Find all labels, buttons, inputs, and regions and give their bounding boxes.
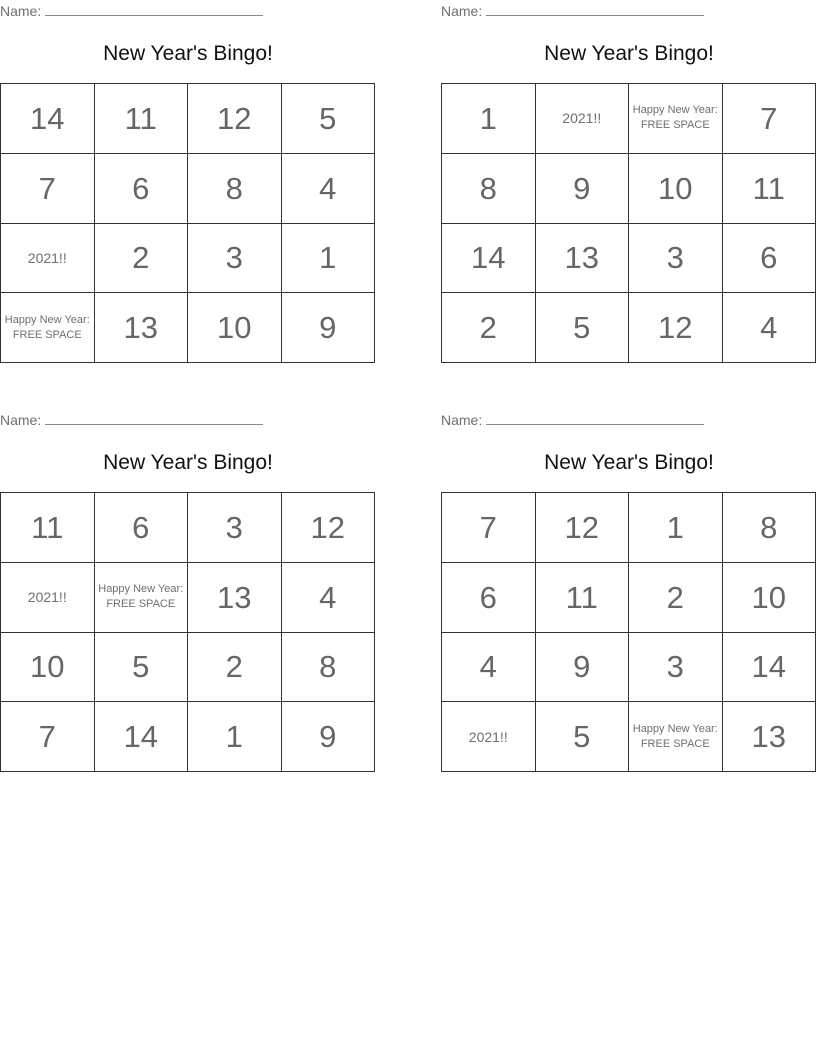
bingo-cell[interactable]: 10 — [1, 633, 95, 703]
bingo-cell[interactable]: 1 — [282, 224, 376, 294]
bingo-cell[interactable]: 12 — [282, 493, 376, 563]
card-title: New Year's Bingo! — [103, 42, 273, 65]
bingo-cell[interactable]: 3 — [188, 493, 282, 563]
bingo-grid — [441, 83, 816, 363]
bingo-cell[interactable]: 2 — [188, 633, 282, 703]
bingo-cell[interactable]: 1 — [188, 702, 282, 772]
bingo-cell[interactable]: 13 — [188, 563, 282, 633]
bingo-cell[interactable]: 3 — [629, 224, 723, 294]
bingo-cell[interactable]: 12 — [536, 493, 630, 563]
free-space-line2: FREE SPACE — [640, 119, 710, 132]
bingo-cell[interactable]: 4 — [723, 293, 816, 363]
name-field[interactable] — [0, 2, 263, 20]
bingo-cell[interactable]: 5 — [536, 702, 630, 772]
bingo-cell[interactable]: 7 — [1, 702, 95, 772]
name-label: Name: — [0, 412, 42, 428]
bingo-cell[interactable]: 2021!! — [442, 702, 536, 772]
name-underline[interactable] — [45, 412, 263, 425]
bingo-cell[interactable]: 10 — [723, 563, 816, 633]
bingo-cell[interactable]: 6 — [95, 493, 189, 563]
bingo-cell[interactable]: 4 — [442, 633, 536, 703]
free-space-line2: FREE SPACE — [12, 328, 82, 341]
bingo-grid — [0, 83, 375, 363]
name-underline[interactable] — [486, 3, 704, 16]
bingo-grid — [441, 492, 816, 772]
bingo-cell[interactable]: 11 — [723, 154, 816, 224]
name-label: Name: — [441, 3, 483, 19]
bingo-cell[interactable]: 5 — [95, 633, 189, 703]
bingo-cell[interactable]: 10 — [188, 293, 282, 363]
bingo-cell[interactable]: 11 — [1, 493, 95, 563]
bingo-cell[interactable]: 3 — [188, 224, 282, 294]
bingo-cell[interactable]: 5 — [536, 293, 630, 363]
bingo-cell[interactable]: 8 — [282, 633, 376, 703]
name-underline[interactable] — [486, 412, 704, 425]
name-label: Name: — [441, 412, 483, 428]
free-space-line2: FREE SPACE — [640, 737, 710, 750]
bingo-cell[interactable]: 9 — [536, 154, 630, 224]
free-space-line1: Happy New Year: — [98, 583, 184, 596]
bingo-cell[interactable]: 4 — [282, 563, 376, 633]
bingo-cell[interactable]: 14 — [95, 702, 189, 772]
bingo-cell[interactable]: 8 — [442, 154, 536, 224]
free-space-cell[interactable] — [1, 293, 95, 363]
bingo-cell[interactable]: 2021!! — [1, 563, 95, 633]
bingo-cell[interactable]: 9 — [282, 293, 376, 363]
bingo-cell[interactable]: 1 — [629, 493, 723, 563]
bingo-cell[interactable]: 1 — [442, 84, 536, 154]
bingo-cell[interactable]: 7 — [442, 493, 536, 563]
bingo-cell[interactable]: 2 — [442, 293, 536, 363]
free-space-line2: FREE SPACE — [106, 598, 176, 611]
bingo-cell[interactable]: 14 — [442, 224, 536, 294]
bingo-cell[interactable]: 5 — [282, 84, 376, 154]
name-underline[interactable] — [45, 3, 263, 16]
bingo-cell[interactable]: 8 — [188, 154, 282, 224]
card-title: New Year's Bingo! — [544, 451, 714, 474]
bingo-cell[interactable]: 7 — [1, 154, 95, 224]
free-space-line1: Happy New Year: — [632, 722, 718, 735]
bingo-cell[interactable]: 14 — [1, 84, 95, 154]
bingo-cell[interactable]: 11 — [95, 84, 189, 154]
bingo-cell[interactable]: 11 — [536, 563, 630, 633]
free-space-cell[interactable] — [95, 563, 189, 633]
bingo-cell[interactable]: 13 — [536, 224, 630, 294]
bingo-cell[interactable]: 13 — [723, 702, 816, 772]
free-space-line1: Happy New Year: — [4, 313, 90, 326]
free-space-line1: Happy New Year: — [632, 104, 718, 117]
bingo-grid — [0, 492, 375, 772]
name-label: Name: — [0, 3, 42, 19]
bingo-cell[interactable]: 2 — [95, 224, 189, 294]
name-field[interactable] — [441, 411, 704, 429]
free-space-cell[interactable] — [629, 702, 723, 772]
bingo-cell[interactable]: 8 — [723, 493, 816, 563]
name-field[interactable] — [441, 2, 704, 20]
bingo-cell[interactable]: 12 — [629, 293, 723, 363]
bingo-cell[interactable]: 10 — [629, 154, 723, 224]
bingo-cell[interactable]: 3 — [629, 633, 723, 703]
bingo-cell[interactable]: 12 — [188, 84, 282, 154]
bingo-cell[interactable]: 9 — [536, 633, 630, 703]
bingo-cell[interactable]: 2021!! — [536, 84, 630, 154]
bingo-cell[interactable]: 4 — [282, 154, 376, 224]
card-title: New Year's Bingo! — [544, 42, 714, 65]
bingo-cell[interactable]: 6 — [95, 154, 189, 224]
free-space-cell[interactable] — [629, 84, 723, 154]
bingo-cell[interactable]: 6 — [442, 563, 536, 633]
bingo-cell[interactable]: 14 — [723, 633, 816, 703]
bingo-cell[interactable]: 7 — [723, 84, 816, 154]
bingo-cell[interactable]: 13 — [95, 293, 189, 363]
bingo-cell[interactable]: 9 — [282, 702, 376, 772]
bingo-cell[interactable]: 6 — [723, 224, 816, 294]
card-title: New Year's Bingo! — [103, 451, 273, 474]
bingo-cell[interactable]: 2 — [629, 563, 723, 633]
name-field[interactable] — [0, 411, 263, 429]
bingo-cell[interactable]: 2021!! — [1, 224, 95, 294]
